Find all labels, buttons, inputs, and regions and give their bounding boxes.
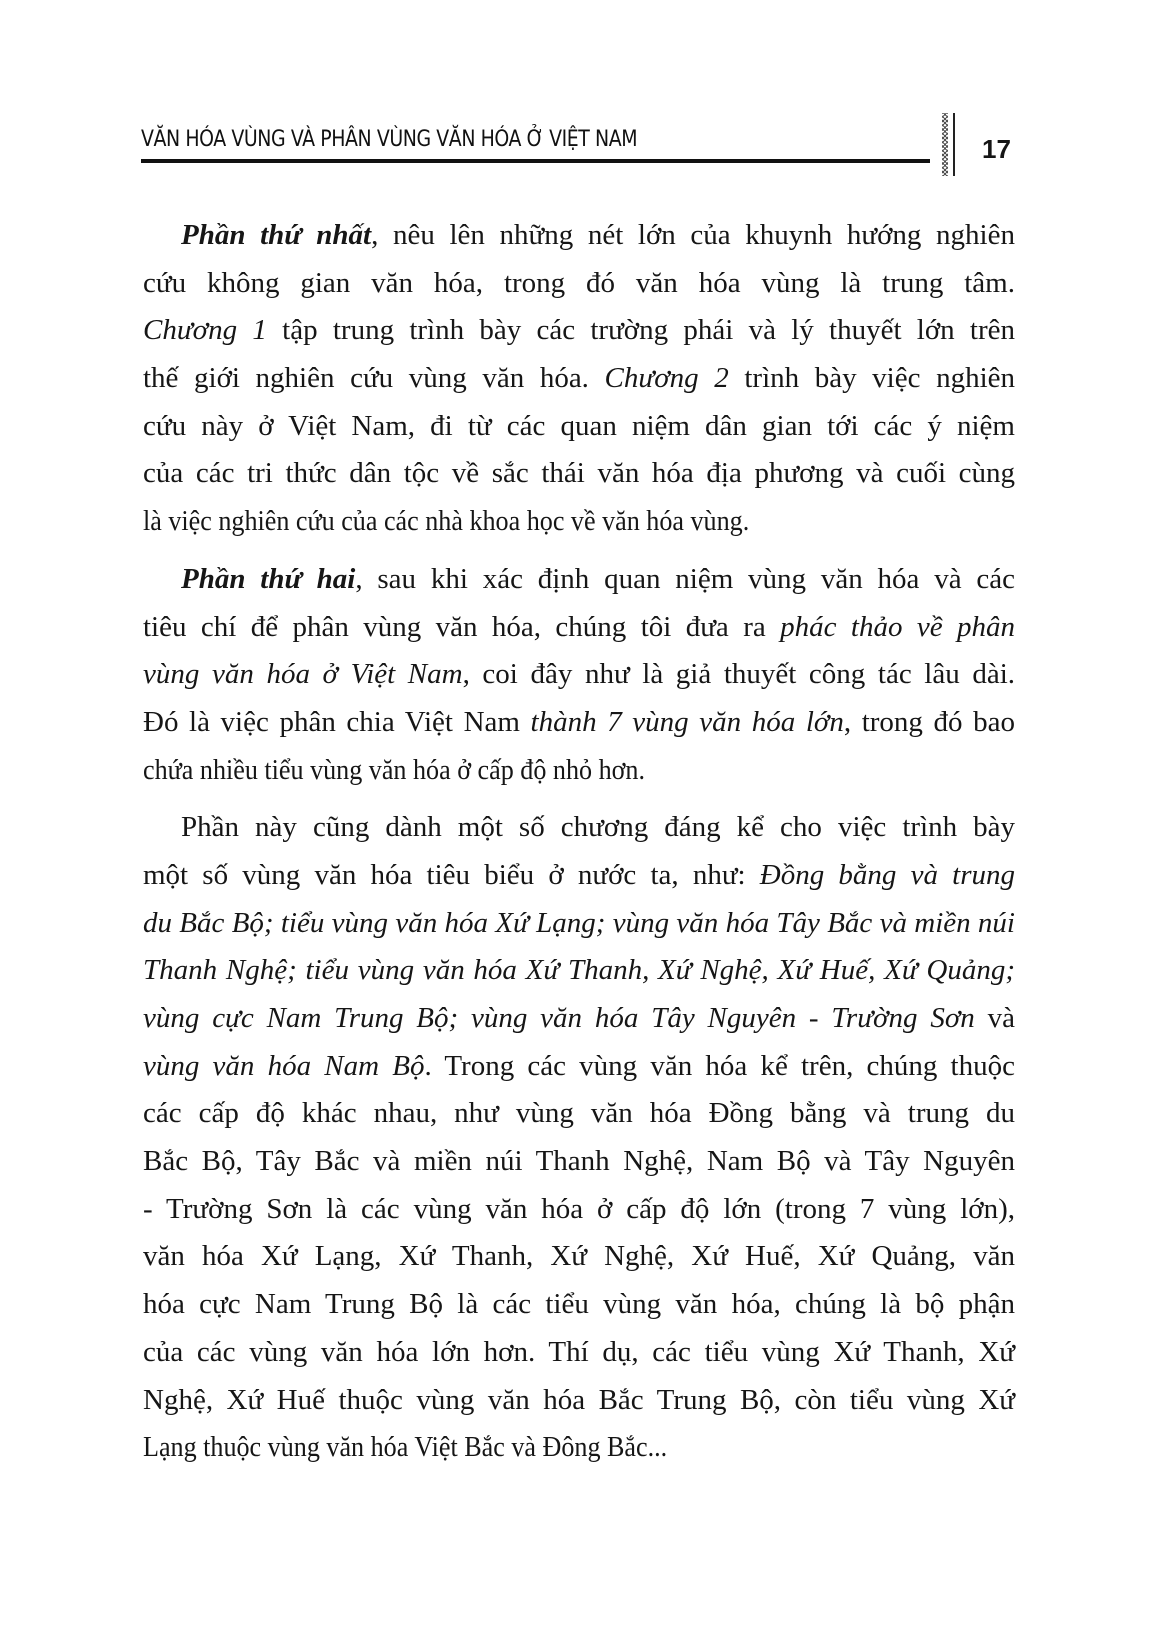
- text-line: [143, 1090, 1015, 1138]
- text-run: - Trường Sơn là các vùng văn hóa ở cấp độ lớn (trong 7 vùng lớn),: [143, 1192, 1015, 1225]
- italic-phrase: Đồng bằng và trung: [759, 858, 1015, 891]
- text-run: và: [974, 1002, 1015, 1034]
- text-line: [143, 900, 1015, 948]
- text-line: [143, 804, 1015, 852]
- text-run: của các vùng văn hóa lớn hơn. Thí dụ, các tiểu vùng Xứ Thanh, Xứ: [143, 1335, 1015, 1368]
- italic-phrase: vùng văn hóa ở Việt Nam: [143, 658, 463, 691]
- text-run: cứu không gian văn hóa, trong đó văn hóa vùng là trung tâm.: [143, 266, 1015, 299]
- text-run: thế giới nghiên cứu vùng văn hóa.: [143, 362, 605, 395]
- page-number: 17: [982, 134, 1011, 164]
- body-text: [143, 212, 1015, 1482]
- italic-phrase: Chương 1: [143, 314, 267, 347]
- running-head-title: VĂN HÓA VÙNG VÀ PHÂN VÙNG VĂN HÓA Ở VIỆT NAM: [141, 127, 638, 152]
- text-run: , trong đó bao: [843, 705, 1015, 738]
- italic-phrase: thành 7 vùng văn hóa lớn: [530, 705, 844, 738]
- text-run: trình bày việc nghiên: [728, 362, 1016, 395]
- italic-phrase: Thanh Nghệ; tiểu vùng văn hóa Xứ Thanh, Xứ Nghệ, Xứ Huế, Xứ Quảng;: [143, 954, 1015, 987]
- text-line: [143, 212, 1015, 260]
- section-lead-phrase: Phần thứ hai: [181, 562, 356, 595]
- text-run: là việc nghiên cứu của các nhà khoa học về văn hóa vùng.: [143, 505, 750, 538]
- text-line: [143, 450, 1015, 498]
- text-run: cứu này ở Việt Nam, đi từ các quan niệm dân gian tới các ý niệm: [143, 409, 1015, 442]
- text-line: [143, 1377, 1015, 1425]
- paragraph: [143, 556, 1015, 794]
- text-run: Phần này cũng dành một số chương đáng kể cho việc trình bày: [181, 811, 1015, 844]
- italic-phrase: du Bắc Bộ; tiểu vùng văn hóa Xứ Lạng; vùng văn hóa Tây Bắc và miền núi: [143, 906, 1015, 939]
- text-run: hóa cực Nam Trung Bộ là các tiểu vùng văn hóa, chúng là bộ phận: [143, 1288, 1015, 1321]
- text-run: Nghệ, Xứ Huế thuộc vùng văn hóa Bắc Trung Bộ, còn tiểu vùng Xứ: [143, 1383, 1015, 1416]
- text-line: [143, 1424, 1015, 1472]
- text-run: , nêu lên những nét lớn của khuynh hướng nghiên: [371, 219, 1015, 251]
- text-run: chứa nhiều tiểu vùng văn hóa ở cấp độ nhỏ hơn.: [143, 753, 646, 786]
- text-line: [143, 498, 1015, 546]
- text-line: [143, 1281, 1015, 1329]
- paragraph: [143, 804, 1015, 1472]
- text-run: , coi đây như là giả thuyết công tác lâu dài.: [462, 658, 1015, 691]
- text-line: [143, 556, 1015, 604]
- text-run: Đó là việc phân chia Việt Nam: [143, 705, 531, 738]
- section-lead-phrase: Phần thứ nhất: [181, 219, 372, 251]
- text-run: các cấp độ khác nhau, như vùng văn hóa Đồng bằng và trung du: [143, 1097, 1015, 1130]
- text-line: [143, 747, 1015, 795]
- text-line: [143, 1186, 1015, 1234]
- text-run: văn hóa Xứ Lạng, Xứ Thanh, Xứ Nghệ, Xứ Huế, Xứ Quảng, văn: [143, 1240, 1015, 1273]
- text-run: . Trong các vùng văn hóa kể trên, chúng thuộc: [424, 1049, 1015, 1082]
- italic-phrase: phác thảo về phân: [780, 610, 1016, 643]
- text-line: [143, 1043, 1015, 1091]
- text-run: của các tri thức dân tộc về sắc thái văn hóa địa phương và cuối cùng: [143, 457, 1015, 490]
- text-line: [143, 995, 1015, 1043]
- text-line: [143, 260, 1015, 308]
- text-line: [143, 1329, 1015, 1377]
- text-line: [143, 307, 1015, 355]
- text-line: [143, 852, 1015, 900]
- text-line: [143, 1138, 1015, 1186]
- text-run: tiêu chí để phân vùng văn hóa, chúng tôi đưa ra: [143, 610, 781, 643]
- text-run: một số vùng văn hóa tiêu biểu ở nước ta, như:: [143, 858, 760, 891]
- text-line: [143, 1233, 1015, 1281]
- text-line: [143, 947, 1015, 995]
- text-run: , sau khi xác định quan niệm vùng văn hóa và các: [355, 562, 1015, 595]
- header-vertical-divider: [953, 113, 955, 176]
- italic-phrase: vùng cực Nam Trung Bộ; vùng văn hóa Tây Nguyên - Trường Sơn: [143, 1002, 975, 1034]
- text-line: [143, 699, 1015, 747]
- text-run: tập trung trình bày các trường phái và lý thuyết lớn trên: [266, 314, 1015, 347]
- italic-phrase: Chương 2: [604, 362, 729, 395]
- text-run: Bắc Bộ, Tây Bắc và miền núi Thanh Nghệ, Nam Bộ và Tây Nguyên: [143, 1145, 1015, 1178]
- text-line: [143, 403, 1015, 451]
- text-line: [143, 355, 1015, 403]
- paragraph: [143, 212, 1015, 546]
- text-line: [143, 604, 1015, 652]
- text-line: [143, 651, 1015, 699]
- italic-phrase: vùng văn hóa Nam Bộ: [143, 1049, 425, 1082]
- header-rule: [141, 159, 930, 163]
- text-run: Lạng thuộc vùng văn hóa Việt Bắc và Đông Bắc...: [143, 1431, 668, 1464]
- rope-ornament-icon: [942, 113, 948, 176]
